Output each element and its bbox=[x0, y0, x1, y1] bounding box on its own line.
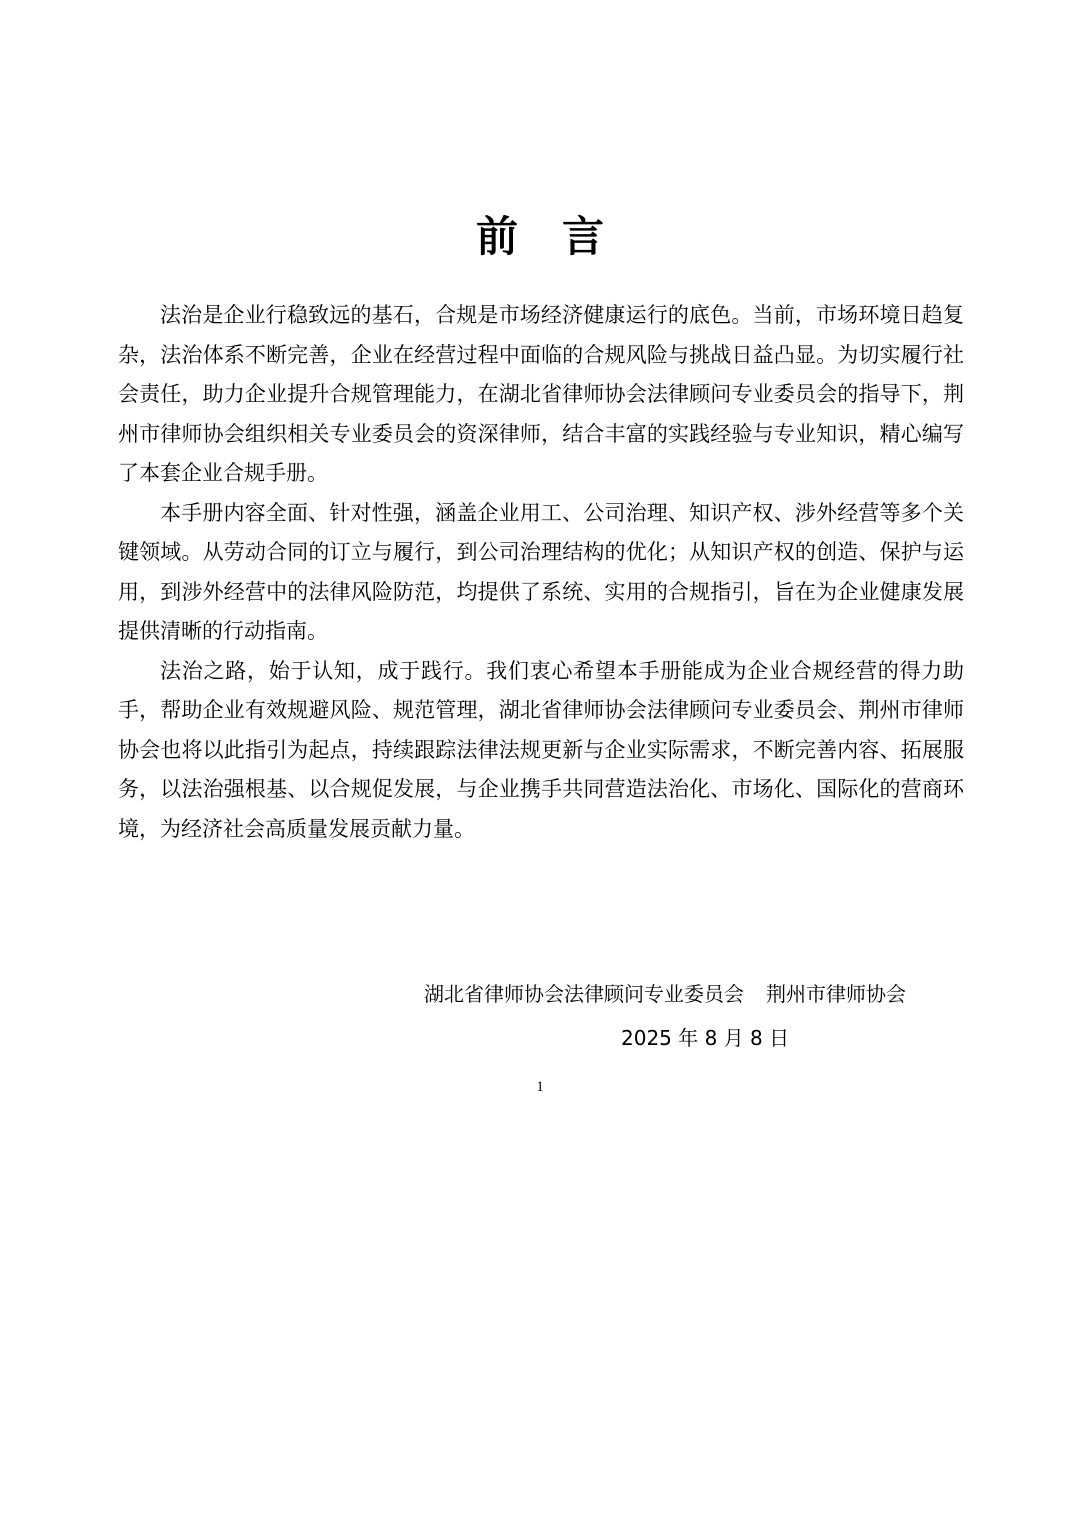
paragraph-2: 本手册内容全面、针对性强，涵盖企业用工、公司治理、知识产权、涉外经营等多个关键领域。从劳动合同的订立与履行，到公司治理结构的优化；从知识产权的创造、保护与运用，到涉外经营中的法律风险防范，均提供了系统、实用的合规指引，旨在为企业健康发展提供清晰的行动指南。 bbox=[118, 500, 964, 643]
title-char-2: 言 bbox=[562, 212, 605, 261]
signature-org-2: 荆州市律师协会 bbox=[766, 982, 906, 1006]
preface-body bbox=[118, 296, 964, 849]
paragraph-1: 法治是企业行稳致远的基石，合规是市场经济健康运行的底色。当前，市场环境日趋复杂，法治体系不断完善，企业在经营过程中面临的合规风险与挑战日益凸显。为切实履行社会责任，助力企业提升合规管理能力，在湖北省律师协会法律顾问专业委员会的指导下，荆州市律师协会组织相关专业委员会的资深律师，结合丰富的实践经验与专业知识，精心编写了本套企业合规手册。 bbox=[118, 303, 964, 485]
signature-org-1: 湖北省律师协会法律顾问专业委员会 bbox=[424, 982, 744, 1006]
title-char-1: 前 bbox=[475, 212, 518, 261]
paragraph-3: 法治之路，始于认知，成于践行。我们衷心希望本手册能成为企业合规经营的得力助手，帮助企业有效规避风险、规范管理，湖北省律师协会法律顾问专业委员会、荆州市律师协会也将以此指引为起点，持续跟踪法律法规更新与企业实际需求，不断完善内容、拓展服务，以法治强根基、以合规促发展，与企业携手共同营造法治化、市场化、国际化的营商环境，为经济社会高质量发展贡献力量。 bbox=[118, 658, 964, 841]
signature-date: 2025 年 8 月 8 日 bbox=[621, 1026, 790, 1050]
page-number: 1 bbox=[536, 1079, 544, 1095]
signature-line bbox=[424, 976, 906, 1012]
page-title bbox=[0, 207, 1080, 267]
